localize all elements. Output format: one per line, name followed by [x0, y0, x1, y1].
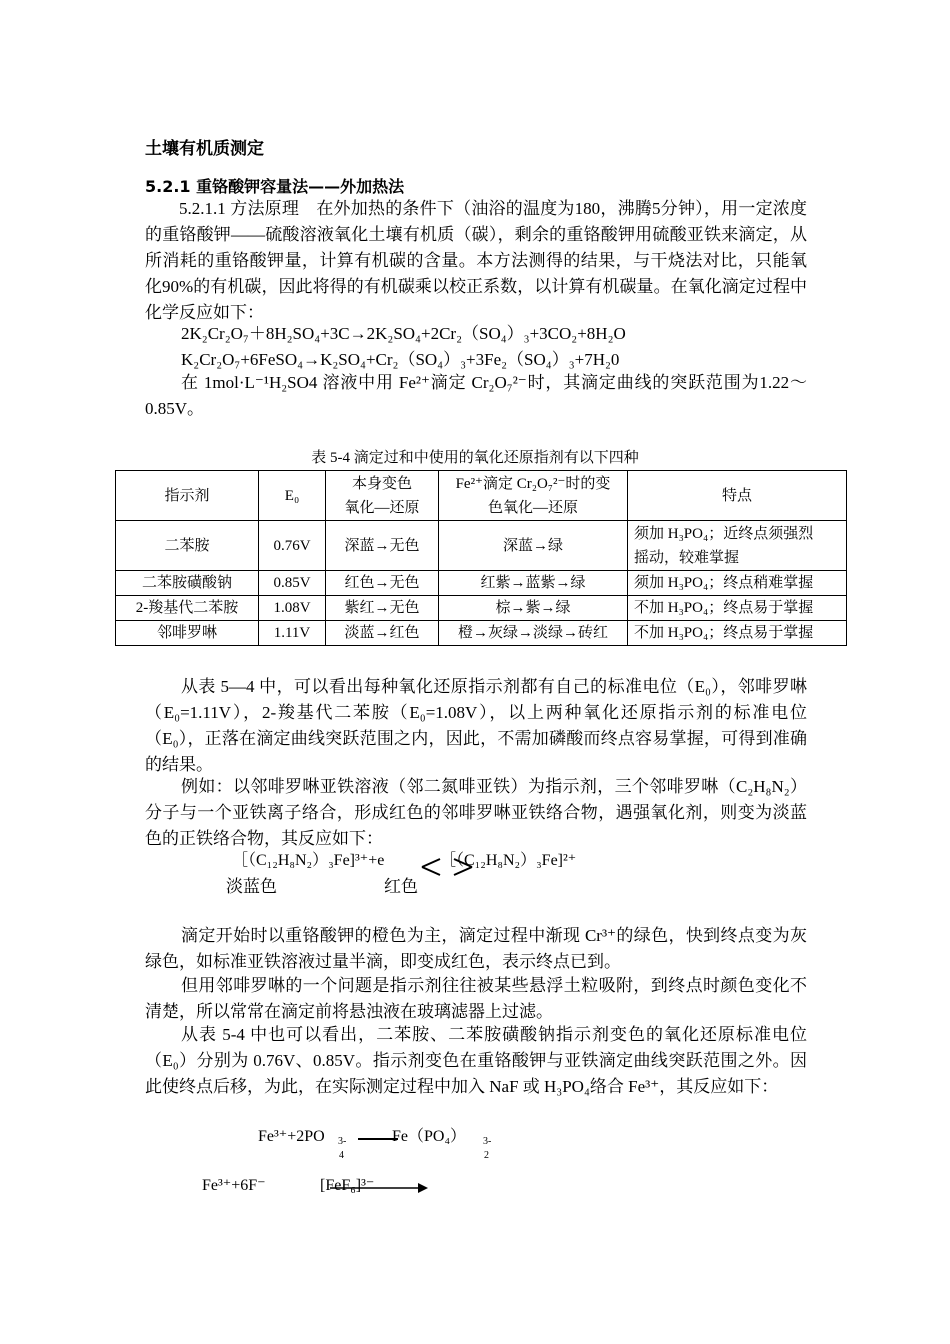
table-cell: 0.76V: [259, 521, 326, 571]
indicator-table: [115, 470, 847, 646]
reaction-1: 2K₂Cr₂O₇＋8H₂SO₄+3C→2K₂SO₄+2Cr₂（SO₄）₃+3CO₂+8H₂O: [181, 324, 626, 343]
naf-paragraph: 从表 5-4 中也可以看出，二苯胺、二苯胺磺酸钠指示剂变色的氧化还原标准电位（E₀）分别为 0.76V、0.85V。指示剂变色在重铬酸钾与亚铁滴定曲线突跃范围之外。因此使终点后移，为此，在实际测定过程中加入 NaF 或 H₃PO₄络合 Fe³⁺，其反应如下：: [145, 1025, 807, 1096]
po4-left-charge: 3-: [338, 1136, 347, 1147]
principle-text: 在外加热的条件下（油浴的温度为180，沸腾5分钟），用一定浓度的重铬酸钾——硫酸溶液氧化土壤有机质（碳），剩余的重铬酸钾用硫酸亚铁来滴定，从所消耗的重铬酸钾量，计算有机碳的含量。本方法测得的结果，与干烧法对比，只能氧化90%的有机碳，因此将得的有机碳乘以校正系数，以计算有机碳量。在氧化滴定过程中化学反应如下：: [145, 199, 808, 322]
table-cell: 棕→紫→绿: [439, 596, 628, 621]
complex-right-color: 红色: [384, 877, 418, 896]
table-cell: 二苯胺: [116, 521, 259, 571]
table-cell: 橙→灰绿→淡绿→砖红: [439, 621, 628, 646]
po4-left-subscript: 4: [339, 1150, 344, 1161]
section-heading: 5.2.1 重铬酸钾容量法——外加热法: [145, 177, 405, 196]
table-header-cell: Fe²⁺滴定 Cr₂O₇²⁻时的变 色氧化—还原: [439, 471, 628, 521]
complex-equation-right: ［（C₁₂H₈N₂）₃Fe]²⁺: [440, 852, 577, 869]
table-row: [116, 596, 847, 621]
reaction-arrow-icon: [330, 1181, 430, 1193]
table-cell: 红紫→蓝紫→绿: [439, 571, 628, 596]
po4-equation-right: Fe（PO₄）: [392, 1128, 467, 1145]
table-cell: 深蓝→绿: [439, 521, 628, 571]
po4-equation-left: Fe³⁺+2PO: [258, 1128, 325, 1145]
table-cell: 1.08V: [259, 596, 326, 621]
example-paragraph: 例如：以邻啡罗啉亚铁溶液（邻二氮啡亚铁）为指示剂，三个邻啡罗啉（C₂H₈N₂）分子与一个亚铁离子络合，形成红色的邻啡罗啉亚铁络合物，遇强氧化剂，则变为淡蓝色的正铁络合物，其反应如下：: [145, 777, 807, 848]
table-cell: 0.85V: [259, 571, 326, 596]
table-header-row: [116, 471, 847, 521]
table-cell: 1.11V: [259, 621, 326, 646]
reaction-2: K₂Cr₂O₇+6FeSO₄→K₂SO₄+Cr₂（SO₄）₃+3Fe₂（SO₄）₃+7H₂0: [181, 350, 620, 369]
po4-right-charge: 3-: [483, 1136, 492, 1147]
table-caption: 表 5-4 滴定过和中使用的氧化还原指剂有以下四种: [311, 450, 639, 466]
table-header-cell: 本身变色 氧化—还原: [326, 471, 439, 521]
table-cell: 二苯胺磺酸钠: [116, 571, 259, 596]
page-title: 土壤有机质测定: [145, 139, 264, 159]
table-header-cell: E₀: [259, 471, 326, 521]
table-header-cell: 特点: [628, 471, 847, 521]
principle-paragraph: [145, 196, 807, 326]
range-paragraph: 在 1mol·L⁻¹H₂SO4 溶液中用 Fe²⁺滴定 Cr₂O₇²⁻时，其滴定曲线的突跃范围为1.22～0.85V。: [145, 373, 808, 418]
titration-paragraph: 滴定开始时以重铬酸钾的橙色为主，滴定过程中渐现 Cr³⁺的绿色，快到终点变为灰绿色，如标准亚铁溶液过量半滴，即变成红色，表示终点已到。: [145, 926, 807, 971]
principle-label: 5.2.1.1 方法原理: [179, 199, 300, 218]
table-header-cell: 指示剂: [116, 471, 259, 521]
complex-left-color: 淡蓝色: [226, 877, 277, 896]
table-cell: 须加 H₃PO₄；近终点须强烈 摇动，较难掌握: [628, 521, 847, 571]
table-cell: 深蓝→无色: [326, 521, 439, 571]
table-cell: 须加 H₃PO₄；终点稍难掌握: [628, 571, 847, 596]
table-discussion-paragraph: 从表 5—4 中，可以看出每种氧化还原指示剂都有自己的标准电位（E₀），邻啡罗啉（E₀=1.11V），2-羧基代二苯胺（E₀=1.08V），以上两种氧化还原指示剂的标准电位（E₀），正落在滴定曲线突跃范围之内，因此，不需加磷酸而终点容易掌握，可得到准确的结果。: [145, 677, 807, 774]
po4-right-subscript: 2: [484, 1150, 489, 1161]
table-cell: 紫红→无色: [326, 596, 439, 621]
problem-paragraph: 但用邻啡罗啉的一个问题是指示剂往往被某些悬浮土粒吸附，到终点时颜色变化不清楚，所以常常在滴定前将悬浊液在玻璃滤器上过滤。: [145, 976, 807, 1021]
table-cell: 不加 H₃PO₄；终点易于掌握: [628, 596, 847, 621]
table-row: [116, 621, 847, 646]
table-cell: 2-羧基代二苯胺: [116, 596, 259, 621]
table-cell: 淡蓝→红色: [326, 621, 439, 646]
table-cell: 邻啡罗啉: [116, 621, 259, 646]
f-equation-right: [FeF₆]³⁻: [320, 1177, 375, 1194]
table-row: [116, 521, 847, 571]
f-equation-left: Fe³⁺+6F⁻: [202, 1177, 266, 1194]
complex-equation-left: ［（C₁₂H₈N₂）₃Fe]³⁺+e: [232, 852, 385, 869]
table-cell: 红色→无色: [326, 571, 439, 596]
table-row: [116, 571, 847, 596]
table-cell: 不加 H₃PO₄；终点易于掌握: [628, 621, 847, 646]
